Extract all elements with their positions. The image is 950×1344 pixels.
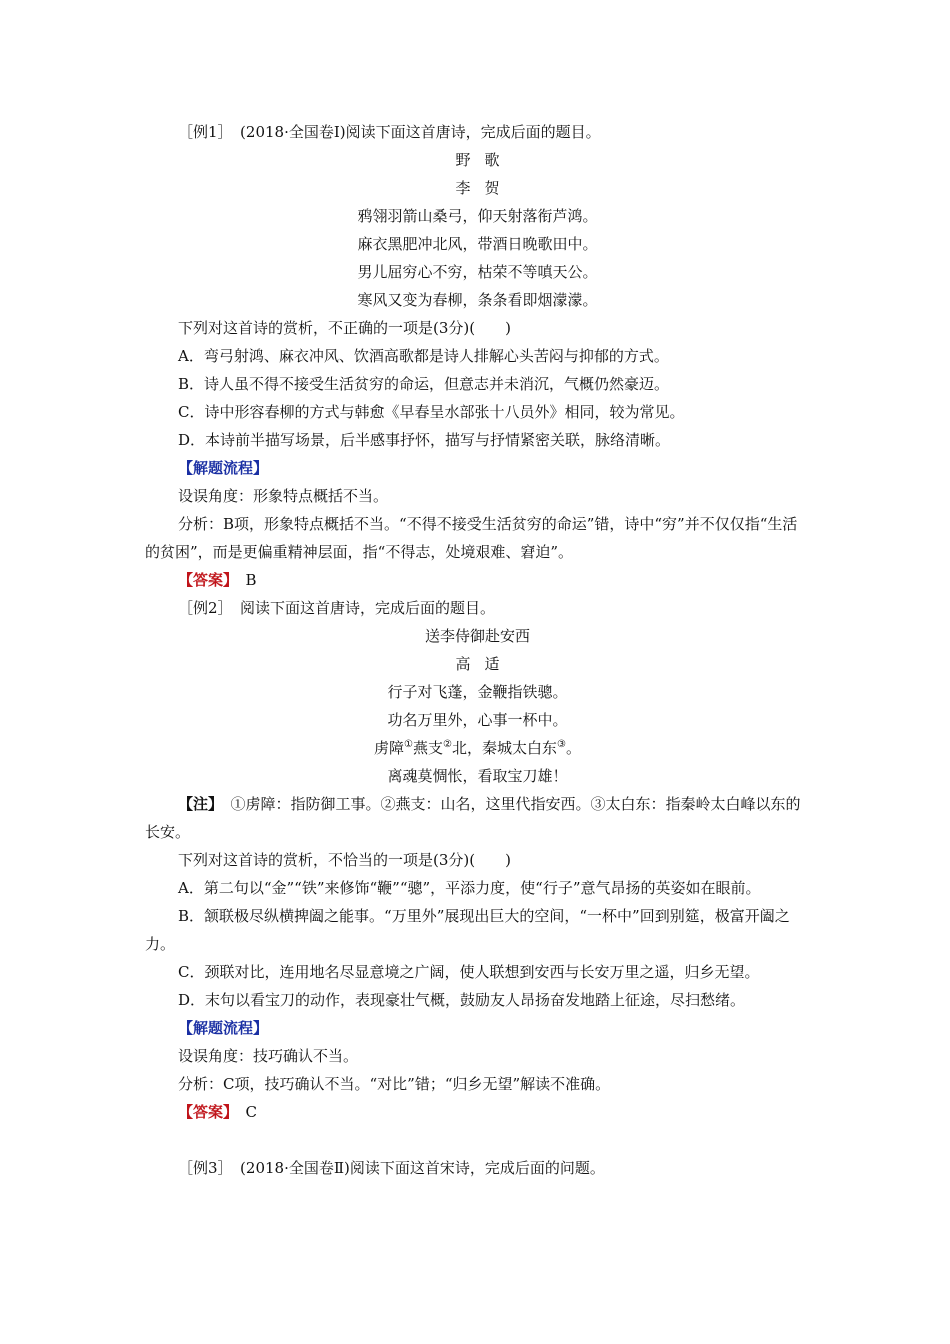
question-2-option-c: C．颈联对比，连用地名尽显意境之广阔，使人联想到安西与长安万里之遥，归乡无望。 bbox=[178, 963, 760, 981]
poem-2-line: 行子对飞蓬，金鞭指铁骢。 bbox=[387, 683, 568, 701]
question-2-option-b: B．颔联极尽纵横捭阖之能事。“万里外”展现出巨大的空间，“一杯中”回到别筵，极富开阖之力。 bbox=[145, 907, 790, 953]
poem-2-line: 离魂莫惆怅，看取宝刀雄！ bbox=[387, 767, 568, 785]
solution-flow-label: 【解题流程】 bbox=[178, 459, 269, 477]
poem-1-author: 李贺 bbox=[455, 179, 514, 197]
example-3-heading: ［例3］ (2018·全国卷Ⅱ)阅读下面这首宋诗，完成后面的问题。 bbox=[178, 1159, 605, 1177]
question-2-option-d: D．末句以看宝刀的动作，表现豪壮气概，鼓励友人昂扬奋发地踏上征途，尽扫愁绪。 bbox=[178, 991, 746, 1009]
poem-1-line: 寒风又变为春柳，条条看即烟濛濛。 bbox=[357, 291, 598, 309]
poem-1-line: 男儿屈穷心不穷，枯荣不等嗔天公。 bbox=[357, 263, 598, 281]
answer-value: C bbox=[245, 1103, 258, 1121]
poem-1-line: 鸦翎羽箭山桑弓，仰天射落衔芦鸿。 bbox=[357, 207, 598, 225]
note-label: 【注】 bbox=[178, 795, 216, 813]
poem-1-title: 野歌 bbox=[455, 151, 514, 169]
poem-2-title: 送李侍御赴安西 bbox=[424, 627, 530, 645]
poem-2-notes bbox=[145, 790, 810, 846]
note-text: ①虏障：指防御工事。②燕支：山名，这里代指安西。③太白东：指秦岭太白峰以东的长安。 bbox=[145, 795, 801, 841]
answer-line bbox=[145, 566, 810, 594]
example-2-heading: ［例2］ 阅读下面这首唐诗，完成后面的题目。 bbox=[178, 599, 496, 617]
solution-flow-label: 【解题流程】 bbox=[178, 1019, 269, 1037]
question-1-option-c: C．诗中形容春柳的方式与韩愈《早春呈水部张十八员外》相同，较为常见。 bbox=[178, 403, 685, 421]
answer-label: 【答案】 bbox=[178, 571, 231, 589]
error-angle: 设误角度：形象特点概括不当。 bbox=[178, 487, 389, 505]
poem-2-author: 高适 bbox=[455, 655, 514, 673]
document-page bbox=[145, 118, 810, 1182]
answer-line bbox=[145, 1098, 810, 1126]
poem-2-line: 虏障①燕支②北，秦城太白东③。 bbox=[374, 739, 581, 757]
question-1-stem: 下列对这首诗的赏析，不正确的一项是(3分)( ) bbox=[178, 319, 511, 337]
section-gap bbox=[145, 1126, 810, 1154]
question-2-option-a: A．第二句以“金”“铁”来修饰“鞭”“骢”，平添力度，使“行子”意气昂扬的英姿如在眼前。 bbox=[178, 879, 761, 897]
example-1-heading: ［例1］ (2018·全国卷Ⅰ)阅读下面这首唐诗，完成后面的题目。 bbox=[178, 123, 601, 141]
error-angle: 设误角度：技巧确认不当。 bbox=[178, 1047, 359, 1065]
question-2-stem: 下列对这首诗的赏析，不恰当的一项是(3分)( ) bbox=[178, 851, 511, 869]
poem-2-line: 功名万里外，心事一杯中。 bbox=[387, 711, 568, 729]
answer-label: 【答案】 bbox=[178, 1103, 231, 1121]
question-1-option-a: A．弯弓射鸿、麻衣冲风、饮酒高歌都是诗人排解心头苦闷与抑郁的方式。 bbox=[178, 347, 669, 365]
answer-value: B bbox=[245, 571, 257, 589]
analysis-text: 分析：B项，形象特点概括不当。“不得不接受生活贫穷的命运”错，诗中“穷”并不仅仅指“生活的贫困”，而是更偏重精神层面，指“不得志，处境艰难、窘迫”。 bbox=[145, 515, 798, 561]
analysis-text: 分析：C项，技巧确认不当。“对比”错；“归乡无望”解读不准确。 bbox=[178, 1075, 611, 1093]
question-1-option-b: B．诗人虽不得不接受生活贫穷的命运，但意志并未消沉，气概仍然豪迈。 bbox=[178, 375, 670, 393]
poem-1-line: 麻衣黑肥冲北风，带酒日晚歌田中。 bbox=[357, 235, 598, 253]
question-1-option-d: D．本诗前半描写场景，后半感事抒怀，描写与抒情紧密关联，脉络清晰。 bbox=[178, 431, 671, 449]
